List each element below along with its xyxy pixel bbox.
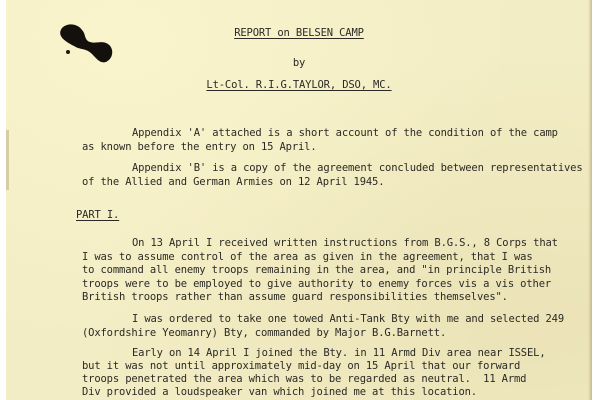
- paragraph-line: Div provided a loudspeaker van which joined me at this location.: [82, 386, 477, 398]
- paragraph-line: Appendix 'B' is a copy of the agreement concluded between representatives: [132, 162, 583, 174]
- paragraph-line: I was ordered to take one towed Anti-Tank Bty with me and selected 249: [132, 313, 565, 325]
- document-page: [6, 0, 592, 400]
- paper-edge-shadow: [6, 130, 9, 190]
- paragraph-line: (Oxfordshire Yeomanry) Bty, commanded by Major B.G.Barnett.: [82, 327, 447, 339]
- paragraph-line: I was to assume control of the area as given in the agreement, that I was: [82, 251, 533, 263]
- report-author: Lt-Col. R.I.G.TAYLOR, DSO, MC.: [206, 79, 392, 91]
- part-heading: PART I.: [76, 209, 120, 221]
- paragraph-line: of the Allied and German Armies on 12 April 1945.: [82, 176, 385, 188]
- paragraph-line: but it was not until approximately mid-day on 15 April that our forward: [82, 360, 521, 372]
- paragraph-line: Early on 14 April I joined the Bty. in 11 Armd Div area near ISSEL,: [132, 347, 546, 359]
- paragraph-line: On 13 April I received written instructions from B.G.S., 8 Corps that: [132, 237, 558, 249]
- paragraph-line: troops penetrated the area which was to be regarded as neutral. 11 Armd: [82, 373, 527, 385]
- paragraph-line: troops were to be employed to give authority to enemy forces vis a vis other: [82, 278, 552, 290]
- paragraph-line: British troops rather than assume guard responsibilities themselves".: [82, 291, 508, 303]
- paragraph-line: as known before the entry on 15 April.: [82, 141, 317, 153]
- paragraph-line: to command all enemy troops remaining in the area, and "in principle British: [82, 264, 552, 276]
- report-title: REPORT on BELSEN CAMP: [234, 27, 364, 39]
- byline-by: by: [292, 57, 306, 69]
- paragraph-line: Appendix 'A' attached is a short account of the condition of the camp: [132, 127, 558, 139]
